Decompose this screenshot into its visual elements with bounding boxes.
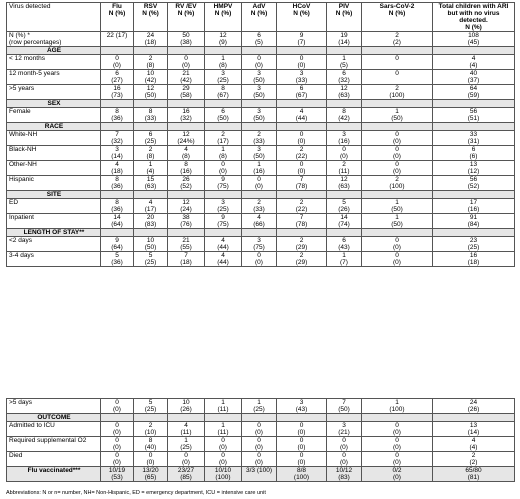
table-cell: 4 (4): [433, 437, 515, 452]
empty-cell: [327, 191, 362, 199]
table-cell: 10/10 (100): [205, 467, 242, 482]
table-cell: 0 (0): [362, 131, 433, 146]
table-cell: Black-NH: [7, 146, 101, 161]
table-cell: 0 (0): [362, 146, 433, 161]
table-cell: 0 (0): [168, 55, 205, 70]
table-cell: 3/3 (100): [242, 467, 277, 482]
table-cell: 0 (0): [327, 437, 362, 452]
section-row: [7, 191, 515, 199]
empty-cell: [277, 191, 327, 199]
empty-cell: [168, 414, 205, 422]
table-cell: 5 (25): [134, 399, 168, 414]
table-cell: 0 (0): [277, 131, 327, 146]
table-cell: 2 (33): [242, 131, 277, 146]
table-cell: 1 (5): [327, 55, 362, 70]
table-cell: 4 (44): [277, 108, 327, 123]
table-cell: 2 (100): [362, 176, 433, 191]
table-row: [7, 131, 515, 146]
empty-cell: [134, 123, 168, 131]
table-cell: 3 (14): [101, 146, 134, 161]
table-cell: 29 (58): [168, 85, 205, 100]
empty-cell: [205, 229, 242, 237]
empty-cell: [101, 100, 134, 108]
empty-cell: [277, 100, 327, 108]
table-cell: Hispanic: [7, 176, 101, 191]
table-cell: 6 (6): [433, 146, 515, 161]
empty-cell: [433, 414, 515, 422]
column-header: HCoV N (%): [277, 3, 327, 32]
table-row: [7, 146, 515, 161]
table-row: [7, 399, 515, 414]
table-cell: 1 (25): [242, 399, 277, 414]
table-cell: 12 (24%): [168, 131, 205, 146]
table-header: [7, 3, 515, 32]
table-cell: 50 (38): [168, 32, 205, 47]
table-cell: 16 (18): [433, 252, 515, 267]
table-cell: 23/27 (85): [168, 467, 205, 482]
table-cell: 0 (0): [242, 437, 277, 452]
table-cell: 9 (7): [277, 32, 327, 47]
table-cell: 6 (67): [277, 85, 327, 100]
column-header: AdV N (%): [242, 3, 277, 32]
table-cell: 10/19 (53): [101, 467, 134, 482]
table-row: [7, 237, 515, 252]
empty-cell: [433, 100, 515, 108]
table-cell: 4 (44): [205, 237, 242, 252]
table-cell: 0 (0): [205, 437, 242, 452]
empty-cell: [242, 229, 277, 237]
table-cell: 3 (25): [205, 70, 242, 85]
table-cell: 10 (42): [134, 70, 168, 85]
table-row: [7, 467, 515, 482]
empty-cell: [242, 414, 277, 422]
table-cell: 0 (0): [362, 452, 433, 467]
table-cell: 6 (27): [101, 70, 134, 85]
table-cell: 12 month-5 years: [7, 70, 101, 85]
table-cell: 4 (8): [168, 146, 205, 161]
empty-cell: [327, 414, 362, 422]
table-row: [7, 32, 515, 47]
table-cell: 9 (64): [101, 237, 134, 252]
table-cell: 26 (52): [168, 176, 205, 191]
table-cell: 0 (0): [362, 252, 433, 267]
table-cell: 3 (33): [277, 70, 327, 85]
empty-cell: [101, 191, 134, 199]
table-cell: 0 (0): [242, 55, 277, 70]
table-row: [7, 252, 515, 267]
table-cell: 1 (50): [362, 214, 433, 229]
table-cell: N (%) * (row percentages): [7, 32, 101, 47]
table-row: [7, 452, 515, 467]
table-cell: SEX: [7, 100, 101, 108]
table-cell: 108 (45): [433, 32, 515, 47]
table-cell: 1 (11): [205, 399, 242, 414]
section-row: [7, 229, 515, 237]
table-cell: 2 (29): [277, 252, 327, 267]
table-cell: 6 (32): [327, 70, 362, 85]
empty-cell: [277, 229, 327, 237]
table-cell: 2 (33): [242, 199, 277, 214]
table-cell: 33 (31): [433, 131, 515, 146]
table-cell: 0: [362, 55, 433, 70]
column-header: Total children with ARI but with no virus detected. N (%): [433, 3, 515, 32]
table-cell: 1 (8): [205, 146, 242, 161]
table-cell: 0: [362, 70, 433, 85]
table-cell: 13 (12): [433, 161, 515, 176]
table-cell: 23 (25): [433, 237, 515, 252]
table-cell: 0 (0): [362, 437, 433, 452]
table-cell: 0 (0): [242, 452, 277, 467]
table-cell: 7 (78): [277, 214, 327, 229]
table-cell: 2 (8): [134, 55, 168, 70]
table-cell: 3 (50): [242, 146, 277, 161]
table-cell: 3 (16): [327, 131, 362, 146]
table-cell: 3 (75): [242, 237, 277, 252]
empty-cell: [362, 100, 433, 108]
table-cell: OUTCOME: [7, 414, 101, 422]
table-cell: 64 (59): [433, 85, 515, 100]
table-cell: 3 (21): [327, 422, 362, 437]
empty-cell: [134, 229, 168, 237]
table-cell: 8 (67): [205, 85, 242, 100]
empty-cell: [433, 123, 515, 131]
table-cell: 3 (50): [242, 108, 277, 123]
table-cell: 21 (42): [168, 70, 205, 85]
table-cell: RACE: [7, 123, 101, 131]
empty-cell: [242, 100, 277, 108]
table-cell: 3-4 days: [7, 252, 101, 267]
table-cell: 56 (52): [433, 176, 515, 191]
table-cell: 3 (50): [242, 70, 277, 85]
table-cell: 8 (42): [327, 108, 362, 123]
table-cell: 12 (24): [168, 199, 205, 214]
table-cell: AGE: [7, 47, 101, 55]
table-cell: 0 (0): [101, 452, 134, 467]
table-cell: 7 (78): [277, 176, 327, 191]
table-cell: 2 (2): [433, 452, 515, 467]
table-row: [7, 161, 515, 176]
empty-cell: [362, 414, 433, 422]
empty-cell: [277, 47, 327, 55]
table-cell: 7 (50): [327, 399, 362, 414]
column-header: HMPV N (%): [205, 3, 242, 32]
table-cell: 0 (0): [101, 437, 134, 452]
table-cell: 91 (84): [433, 214, 515, 229]
table-cell: 4 (66): [242, 214, 277, 229]
table-cell: 2 (17): [205, 131, 242, 146]
section-row: [7, 47, 515, 55]
table-cell: 0 (0): [362, 237, 433, 252]
table-cell: Died: [7, 452, 101, 467]
table-cell: Inpatient: [7, 214, 101, 229]
empty-cell: [433, 47, 515, 55]
table-cell: 1 (8): [205, 55, 242, 70]
table-cell: <2 days: [7, 237, 101, 252]
table-cell: 0 (0): [242, 252, 277, 267]
empty-cell: [168, 100, 205, 108]
empty-cell: [205, 123, 242, 131]
table-cell: 6 (25): [134, 131, 168, 146]
table-cell: 4 (4): [433, 55, 515, 70]
table-cell: 13 (14): [433, 422, 515, 437]
empty-cell: [205, 414, 242, 422]
table-cell: Female: [7, 108, 101, 123]
table-cell: 56 (51): [433, 108, 515, 123]
empty-cell: [101, 229, 134, 237]
virus-table-part2: [6, 398, 515, 482]
column-header: Sars-CoV-2 N (%): [362, 3, 433, 32]
table-cell: 8 (16): [168, 161, 205, 176]
empty-cell: [101, 47, 134, 55]
empty-cell: [433, 191, 515, 199]
table-cell: 1 (4): [134, 161, 168, 176]
table-cell: 1 (50): [362, 108, 433, 123]
table-body: [7, 399, 515, 482]
table-cell: Other-NH: [7, 161, 101, 176]
table-cell: 0 (0): [327, 146, 362, 161]
empty-cell: [277, 123, 327, 131]
table-cell: 1 (25): [168, 437, 205, 452]
table-cell: 7 (18): [168, 252, 205, 267]
empty-cell: [168, 123, 205, 131]
table-cell: 2 (10): [134, 422, 168, 437]
table-cell: 0 (0): [101, 55, 134, 70]
table-cell: 0 (0): [327, 452, 362, 467]
table-cell: 0 (0): [134, 452, 168, 467]
table-cell: 0 (0): [277, 422, 327, 437]
column-header: Virus detected: [7, 3, 101, 32]
table-row: [7, 70, 515, 85]
empty-cell: [242, 47, 277, 55]
empty-cell: [134, 100, 168, 108]
empty-cell: [362, 191, 433, 199]
table-row: [7, 85, 515, 100]
column-header: RV /EV N (%): [168, 3, 205, 32]
table-cell: 2 (8): [134, 146, 168, 161]
table-cell: 3 (25): [205, 199, 242, 214]
table-cell: 9 (75): [205, 176, 242, 191]
table-cell: 0 (0): [277, 55, 327, 70]
table-cell: 12 (63): [327, 85, 362, 100]
table-cell: Admitted to ICU: [7, 422, 101, 437]
table-cell: 12 (63): [327, 176, 362, 191]
table-cell: 0 (0): [205, 161, 242, 176]
table-body: [7, 32, 515, 267]
table-cell: 0 (0): [101, 399, 134, 414]
table-cell: >5 years: [7, 85, 101, 100]
table-cell: 8 (36): [101, 199, 134, 214]
table-cell: ED: [7, 199, 101, 214]
table-cell: 15 (63): [134, 176, 168, 191]
empty-cell: [277, 414, 327, 422]
table-cell: 5 (36): [101, 252, 134, 267]
table-cell: 40 (37): [433, 70, 515, 85]
table-cell: 6 (50): [205, 108, 242, 123]
table-cell: < 12 months: [7, 55, 101, 70]
empty-cell: [134, 191, 168, 199]
table-cell: SITE: [7, 191, 101, 199]
table-cell: 12 (50): [134, 85, 168, 100]
table-cell: 0 (0): [362, 422, 433, 437]
empty-cell: [327, 229, 362, 237]
empty-cell: [242, 123, 277, 131]
table-cell: 16 (32): [168, 108, 205, 123]
table-cell: LENGTH OF STAY**: [7, 229, 101, 237]
table-cell: Flu vaccinated***: [7, 467, 101, 482]
column-header: RSV N (%): [134, 3, 168, 32]
table-cell: 5 (26): [327, 199, 362, 214]
section-row: [7, 414, 515, 422]
empty-cell: [362, 123, 433, 131]
table-cell: 1 (50): [362, 199, 433, 214]
table-cell: 4 (44): [205, 252, 242, 267]
table-cell: 10/12 (83): [327, 467, 362, 482]
table-cell: 16 (73): [101, 85, 134, 100]
header-row: [7, 3, 515, 32]
table-cell: 0 (0): [168, 452, 205, 467]
table-cell: 1 (16): [242, 161, 277, 176]
table-cell: 4 (11): [168, 422, 205, 437]
empty-cell: [205, 191, 242, 199]
table-cell: 38 (76): [168, 214, 205, 229]
table-cell: 8/8 (100): [277, 467, 327, 482]
table-row: [7, 214, 515, 229]
table-cell: 7 (32): [101, 131, 134, 146]
table-cell: 1 (7): [327, 252, 362, 267]
table-cell: 65/80 (81): [433, 467, 515, 482]
table-cell: 9 (75): [205, 214, 242, 229]
table-row: [7, 422, 515, 437]
table-cell: 0 (0): [362, 161, 433, 176]
table-cell: 0 (0): [277, 437, 327, 452]
table-cell: 12 (9): [205, 32, 242, 47]
table-cell: 2 (22): [277, 199, 327, 214]
empty-cell: [433, 229, 515, 237]
table-cell: 8 (40): [134, 437, 168, 452]
table-cell: >5 days: [7, 399, 101, 414]
empty-cell: [327, 123, 362, 131]
table-cell: 2 (100): [362, 85, 433, 100]
table-cell: 20 (83): [134, 214, 168, 229]
table-cell: 2 (22): [277, 146, 327, 161]
table-cell: 6 (5): [242, 32, 277, 47]
table-cell: 24 (26): [433, 399, 515, 414]
section-row: [7, 123, 515, 131]
table-cell: 0 (0): [205, 452, 242, 467]
table-cell: 22 (17): [101, 32, 134, 47]
table-cell: 1 (100): [362, 399, 433, 414]
table-cell: 0/2 (0): [362, 467, 433, 482]
empty-cell: [168, 191, 205, 199]
table-cell: 10 (26): [168, 399, 205, 414]
table-cell: 24 (18): [134, 32, 168, 47]
table-cell: 14 (64): [101, 214, 134, 229]
table-row: [7, 176, 515, 191]
table-cell: 10 (50): [134, 237, 168, 252]
empty-cell: [205, 100, 242, 108]
empty-cell: [101, 123, 134, 131]
empty-cell: [327, 47, 362, 55]
table-cell: White-NH: [7, 131, 101, 146]
table-cell: 0 (0): [277, 161, 327, 176]
table-cell: 0 (0): [101, 422, 134, 437]
table-cell: 0 (0): [242, 176, 277, 191]
page-break-gap: [0, 336, 520, 396]
table-cell: 17 (16): [433, 199, 515, 214]
section-row: [7, 100, 515, 108]
empty-cell: [327, 100, 362, 108]
table-row: [7, 108, 515, 123]
table-cell: 0 (0): [277, 452, 327, 467]
empty-cell: [362, 229, 433, 237]
empty-cell: [168, 229, 205, 237]
table-cell: 0 (0): [242, 422, 277, 437]
table-cell: 2 (29): [277, 237, 327, 252]
virus-table-part1: [6, 2, 515, 267]
table-row: [7, 437, 515, 452]
empty-cell: [168, 47, 205, 55]
table-cell: 4 (18): [101, 161, 134, 176]
empty-cell: [134, 47, 168, 55]
table-cell: 14 (74): [327, 214, 362, 229]
table-cell: 5 (25): [134, 252, 168, 267]
table-cell: 8 (36): [101, 176, 134, 191]
empty-cell: [242, 191, 277, 199]
table-cell: 13/20 (65): [134, 467, 168, 482]
column-header: PIV N (%): [327, 3, 362, 32]
empty-cell: [134, 414, 168, 422]
table-cell: 21 (55): [168, 237, 205, 252]
table-cell: 3 (43): [277, 399, 327, 414]
table-cell: 6 (43): [327, 237, 362, 252]
table-row: [7, 199, 515, 214]
table-cell: 8 (33): [134, 108, 168, 123]
table-cell: 19 (14): [327, 32, 362, 47]
table-cell: 1 (11): [205, 422, 242, 437]
footnote: Abbreviations: N or n= number, NH= Non-Hispanic, ED = emergency department, ICU = intensive care unit: [6, 490, 266, 496]
table-cell: 3 (50): [242, 85, 277, 100]
table-cell: 4 (17): [134, 199, 168, 214]
table-row: [7, 55, 515, 70]
column-header: Flu N (%): [101, 3, 134, 32]
empty-cell: [205, 47, 242, 55]
table-cell: 8 (36): [101, 108, 134, 123]
table-cell: 2 (11): [327, 161, 362, 176]
empty-cell: [101, 414, 134, 422]
table-cell: Required supplemental O2: [7, 437, 101, 452]
table-cell: 2 (2): [362, 32, 433, 47]
empty-cell: [362, 47, 433, 55]
